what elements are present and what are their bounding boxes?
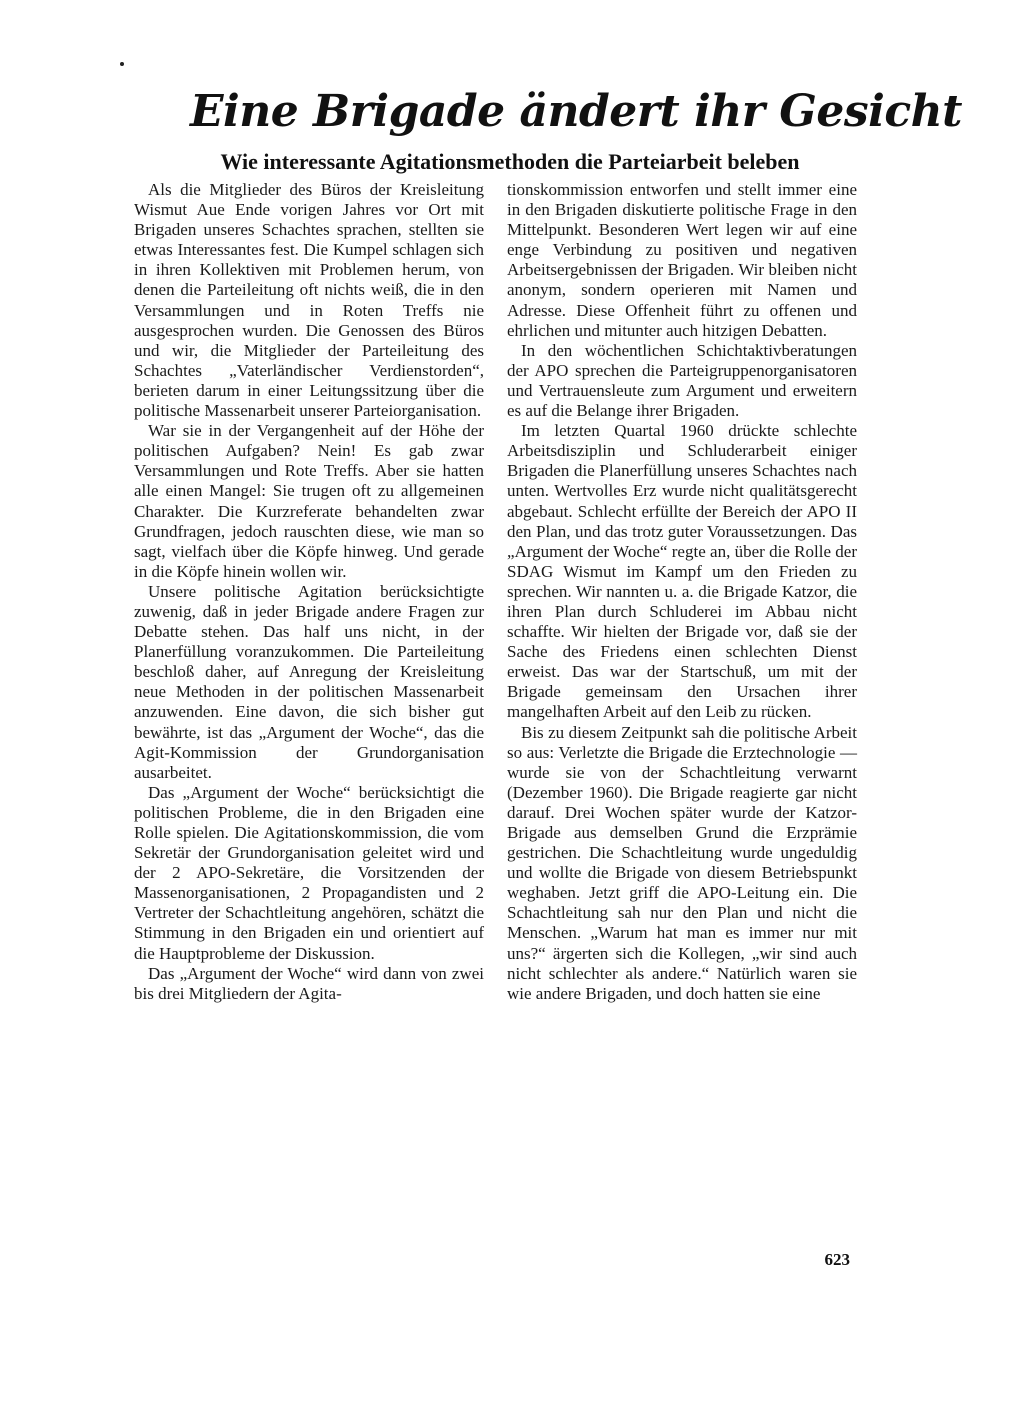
paragraph: Als die Mitglieder des Büros der Kreisleitung Wismut Aue Ende vorigen Jahres vor Ort mit Brigaden unseres Schachtes sprachen, stellten sie etwas Interessantes fest. Die Kumpel schlagen sich in ihren Kollektiven mit Problemen herum, von denen die Parteileitung oft nichts weiß, die in den Versammlungen und in Roten Treffs nie ausgesprochen wurden. Die Genossen des Büros und wir, die Mitglieder der Parteileitung des Schachtes „Vaterländischer Verdienstorden“, berieten darum in einer Leitungssitzung über die politische Massenarbeit unserer Parteiorganisation.	[134, 180, 484, 421]
paragraph: Unsere politische Agitation berücksichtigte zuwenig, daß in jeder Brigade andere Fragen zur Debatte stehen. Das half uns nicht, in der Planerfüllung voranzukommen. Die Parteileitung beschloß daher, auf Anregung der Kreisleitung neue Methoden in der politischen Massenarbeit anzuwenden. Eine davon, die sich bisher gut bewährte, ist das „Argument der Woche“, das die Agit-Kommission der Grundorganisation ausarbeitet.	[134, 581, 484, 782]
paragraph: Das „Argument der Woche“ berücksichtigt die politischen Probleme, die in den Brigaden eine Rolle spielen. Die Agitationskommission, die vom Sekretär der Grundorganisation geleitet wird und der 2 APO-Sekretäre, die Vorsitzenden der Massenorganisationen, 2 Propagandisten und 2 Vertreter der Schachtleitung angehören, schätzt die Stimmung in den Brigaden ein und orientiert auf die Hauptprobleme der Diskussion.	[134, 782, 484, 963]
paragraph: In den wöchentlichen Schichtaktivberatungen der APO sprechen die Parteigruppenorganisatoren und Vertrauensleute zum Argument und erweitern es auf die Belange ihrer Brigaden.	[507, 340, 857, 421]
article-subtitle: Wie interessante Agitationsmethoden die Parteiarbeit beleben	[220, 149, 800, 174]
paragraph: War sie in der Vergangenheit auf der Höhe der politischen Aufgaben? Nein! Es gab zwar Versammlungen und Rote Treffs. Aber sie hatten alle einen Mangel: Sie trugen oft zu allgemeinen Charakter. Die Kurzreferate behandelten zwar Grundfragen, jedoch rauschten diese, wie man so sagt, vielfach über die Köpfe hinweg. Und gerade in die Köpfe hinein wollen wir.	[134, 421, 484, 581]
left-column	[134, 180, 484, 1004]
paragraph: tionskommission entworfen und stellt immer eine in den Brigaden diskutierte politische Frage in den Mittelpunkt. Besonderen Wert legen wir auf eine enge Verbindung zu positiven und negativen Arbeitsergebnissen der Brigaden. Wir bleiben nicht anonym, sondern operieren mit Namen und Adresse. Diese Offenheit führt zu offenen und ehrlichen und mitunter auch hitzigen Debatten.	[507, 180, 857, 340]
paragraph: Bis zu diesem Zeitpunkt sah die politische Arbeit so aus: Verletzte die Brigade die Erztechnologie — wurde sie von der Schachtleitung verwarnt (Dezember 1960). Die Brigade reagierte gar nicht darauf. Drei Wochen später wurde der Katzor-Brigade aus demselben Grund die Erzprämie gestrichen. Die Schachtleitung wurde ungeduldig und wollte die Brigade von diesem Betriebspunkt weghaben. Jetzt griff die APO-Leitung ein. Die Schachtleitung sah nur den Plan und nicht die Menschen. „Warum hat man es immer nur mit uns?“ ärgerten sich die Kollegen, „wir sind auch nicht schlechter als andere.“ Natürlich waren sie wie andere Brigaden, und doch hatten sie eine	[507, 722, 857, 1003]
article-title: Eine Brigade ändert ihr Gesicht	[190, 86, 962, 137]
paragraph: Das „Argument der Woche“ wird dann von zwei bis drei Mitgliedern der Agita-	[134, 963, 484, 1003]
ink-speck	[120, 62, 124, 66]
paragraph: Im letzten Quartal 1960 drückte schlechte Arbeitsdisziplin und Schluderarbeit einiger Brigaden die Planerfüllung unseres Schachtes nach unten. Wertvolles Erz wurde nicht qualitätsgerecht abgebaut. Schlecht erfüllte der Bereich der APO II den Plan, und das trotz guter Voraussetzungen. Das „Argument der Woche“ regte an, über die Rolle der SDAG Wismut im Kampf um den Frieden zu sprechen. Wir nannten u. a. die Brigade Katzor, die ihren Plan durch Schluderei im Abbau nicht schaffte. Wir hielten der Brigade vor, daß sie der Sache des Friedens einen schlechten Dienst erweist. Das war der Startschuß, um mit der Brigade gemeinsam den Ursachen ihrer mangelhaften Arbeit auf den Leib zu rücken.	[507, 421, 857, 722]
page-number: 623	[824, 1250, 850, 1269]
right-column	[507, 180, 857, 1004]
